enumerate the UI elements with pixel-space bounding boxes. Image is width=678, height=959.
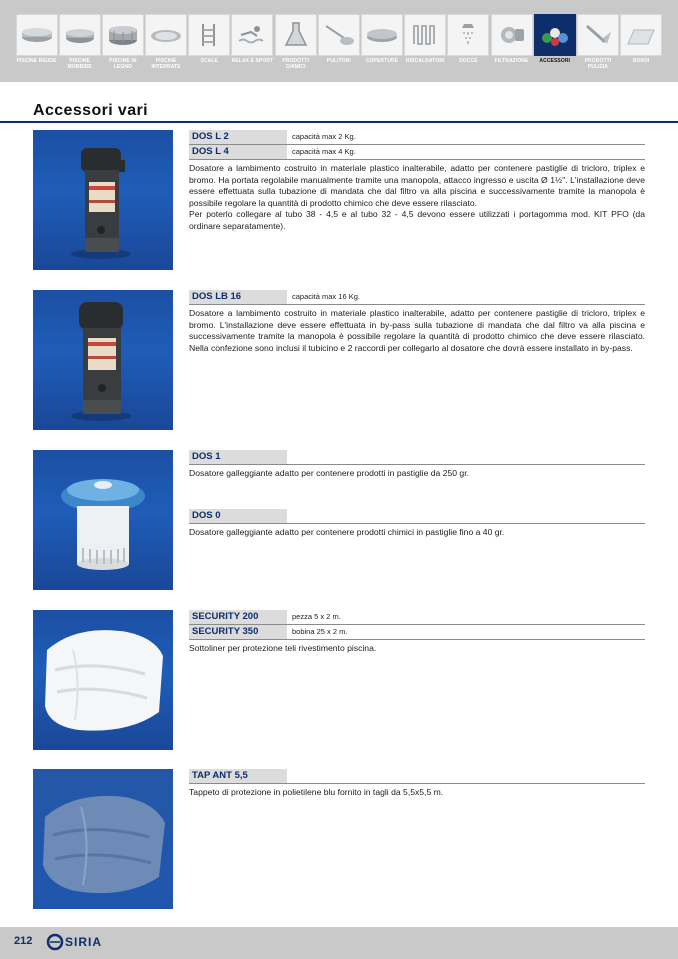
inground-pool-icon — [145, 14, 187, 56]
title-divider — [0, 121, 678, 123]
protection-mat-image — [33, 769, 173, 909]
category-covers[interactable] — [361, 14, 404, 70]
variant-spec: capacità max 16 Kg. — [292, 292, 360, 301]
floating-dispenser-image — [33, 450, 173, 590]
category-chemicals[interactable] — [274, 14, 317, 70]
soft-pool-icon — [59, 14, 101, 56]
category-label: ACCESSORI — [539, 58, 571, 64]
ladder-icon — [188, 14, 230, 56]
brush-icon — [577, 14, 619, 56]
product-info — [189, 769, 645, 799]
shower-icon — [447, 14, 489, 56]
brand-logo — [46, 933, 102, 951]
category-bar — [0, 0, 678, 82]
category-cleaners[interactable] — [317, 14, 360, 70]
variant-row — [189, 769, 645, 784]
product-photo — [33, 290, 173, 430]
variant-spec: capacità max 2 Kg. — [292, 132, 356, 141]
swimmer-icon — [231, 14, 273, 56]
variant-spec: capacità max 4 Kg. — [292, 147, 356, 156]
cleaner-icon — [318, 14, 360, 56]
page-number: 212 — [14, 935, 33, 947]
variant-row — [189, 450, 645, 465]
logo-o-icon — [46, 933, 64, 951]
category-heaters[interactable] — [404, 14, 447, 70]
category-ladders[interactable] — [188, 14, 231, 70]
category-list — [15, 14, 663, 70]
accessories-icon — [534, 14, 576, 56]
product-photo — [33, 130, 173, 270]
category-label: BORDI — [632, 58, 650, 64]
variant-code: DOS 1 — [189, 450, 287, 464]
chlorinator-image — [33, 130, 173, 270]
category-label: FILTRAZIONE — [494, 58, 529, 64]
category-label: RELAX E SPORT — [231, 58, 274, 64]
product-info — [189, 610, 645, 655]
category-label: DOCCE — [459, 58, 478, 64]
product-photo — [33, 450, 173, 590]
variant-code: DOS L 2 — [189, 130, 287, 144]
category-inground-pools[interactable] — [145, 14, 188, 70]
category-edges[interactable] — [620, 14, 663, 70]
category-relax-sport[interactable] — [231, 14, 274, 70]
category-label: PRODOTTI PULIZIA — [584, 58, 612, 70]
product-photo — [33, 610, 173, 750]
page-title: Accessori vari — [33, 102, 149, 119]
edge-icon — [620, 14, 662, 56]
variant-row — [189, 509, 645, 524]
rigid-pool-icon — [16, 14, 58, 56]
variant-spec: bobina 25 x 2 m. — [292, 627, 348, 636]
variant-code: TAP ANT 5,5 — [189, 769, 287, 783]
category-label: SCALE — [200, 58, 218, 64]
product-description: Dosatore a lambimento costruito in materiale plastico inalterabile, adatto per contenere pastiglie di tricloro, triplex e bromo. L'installazione deve essere effettuata in by-pass sulla tubazione di mandata che dal filtro va alla piscina e successivamente tramite la manopola è possibile regolare la quantità di prodotto chimico che deve essere rilasciato. Nella confezione sono inclusi il tubicino e 2 raccordi per collegarlo al dosatore che dovrà essere installato in by-pass. — [189, 308, 645, 353]
product-description: Dosatore galleggiante adatto per contenere prodotti chimici in pastiglie fino a 40 gr. — [189, 526, 505, 537]
variant-code: DOS 0 — [189, 509, 287, 523]
brand-name: SIRIA — [65, 935, 103, 949]
variant-code: DOS L 4 — [189, 145, 287, 159]
product-description: Sottoliner per protezione teli rivestimento piscina. — [189, 643, 377, 653]
heater-icon — [404, 14, 446, 56]
variant-row — [189, 290, 645, 305]
cover-icon — [361, 14, 403, 56]
category-label: COPERTURE — [365, 58, 399, 64]
variant-code: SECURITY 350 — [189, 625, 287, 639]
category-accessories[interactable] — [533, 14, 576, 70]
category-label: PISCINE INTERRATE — [151, 58, 181, 70]
flask-icon — [275, 14, 317, 56]
wooden-pool-icon — [102, 14, 144, 56]
filter-icon — [491, 14, 533, 56]
category-wooden-pools[interactable] — [101, 14, 144, 70]
product-info — [189, 130, 645, 233]
underliner-image — [33, 610, 173, 750]
product-description: Dosatore galleggiante adatto per contenere prodotti in pastiglie da 250 gr. — [189, 468, 469, 478]
category-label: RISCALDATORI — [405, 58, 445, 64]
category-label: PISCINE MORBIDE — [67, 58, 92, 70]
variant-spec: pezza 5 x 2 m. — [292, 612, 341, 621]
category-label: PISCINE RIGIDE — [16, 58, 57, 64]
product-description: Dosatore a lambimento costruito in materiale plastico inalterabile, adatto per contenere pastiglie di tricloro, triplex e bromo. Ha portata regolabile manualmente tramite una manopola, attacco ingresso e uscita Ø 1½". L'installazione deve essere effettuata sulla tubazione di mandata che dal filtro va alla piscina e successivamente tramite la manopola è possibile regolare la quantità di prodotto chimico che deve essere rilasciato. — [189, 163, 645, 208]
variant-row — [189, 145, 645, 160]
product-info — [189, 290, 645, 354]
variant-row — [189, 130, 645, 145]
product-info — [189, 450, 645, 538]
variant-row — [189, 610, 645, 625]
category-label: PULITORI — [326, 58, 351, 64]
category-label: PRODOTTI CHIMICI — [282, 58, 309, 70]
category-cleaning-products[interactable] — [576, 14, 619, 70]
product-description: Tappeto di protezione in polietilene blu fornito in tagli da 5,5x5,5 m. — [189, 787, 444, 797]
category-filtration[interactable] — [490, 14, 533, 70]
category-rigid-pools[interactable] — [15, 14, 58, 70]
variant-code: SECURITY 200 — [189, 610, 287, 624]
product-photo — [33, 769, 173, 909]
category-label: PISCINE IN LEGNO — [109, 58, 137, 70]
variant-row — [189, 625, 645, 640]
product-description-note: Per poterlo collegare al tubo 38 - 4,5 e al tubo 32 - 4,5 devono essere utilizzati i portagomma mod. KIT PFO (da ordinare separatamente). — [189, 209, 645, 231]
category-showers[interactable] — [447, 14, 490, 70]
variant-code: DOS LB 16 — [189, 290, 287, 304]
category-soft-pools[interactable] — [58, 14, 101, 70]
bypass-chlorinator-image — [33, 290, 173, 430]
